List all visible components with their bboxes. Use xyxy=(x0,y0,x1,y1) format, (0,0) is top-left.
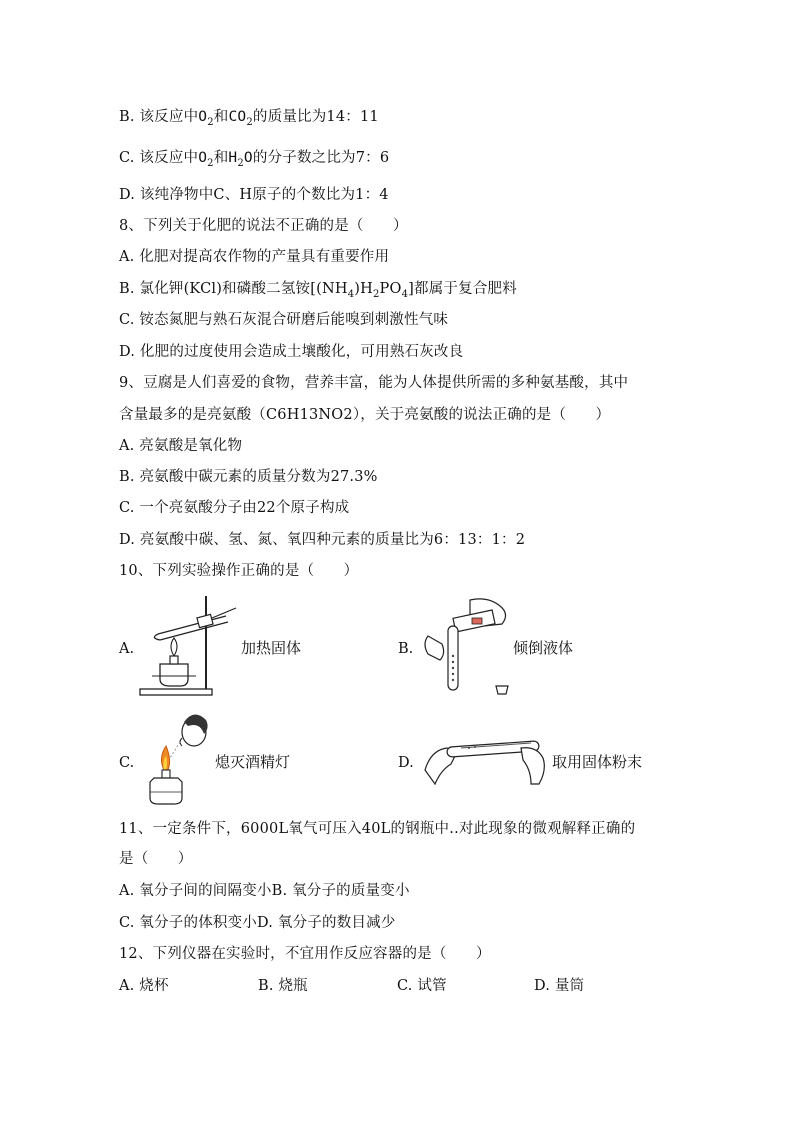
q10-option-b-caption: 倾倒液体 xyxy=(513,639,574,657)
subscript: 4 xyxy=(401,288,409,300)
extinguish-alcohol-lamp-illustration xyxy=(144,712,216,808)
formula-o: O xyxy=(243,150,253,166)
q12-option-c: C. 试管 xyxy=(397,978,447,994)
q7-option-c-rest: 的分子数之比为7：6 xyxy=(252,150,390,166)
q8-option-b-text: B. 氯化钾(KCl)和磷酸二氢铵[(NH xyxy=(119,281,348,297)
q8-option-b xyxy=(119,279,517,305)
formula-co2: CO xyxy=(228,109,247,125)
q11-options-ab: A. 氧分子间的间隔变小B. 氧分子的质量变小 xyxy=(119,883,410,899)
q8-option-d: D. 化肥的过度使用会造成土壤酸化，可用熟石灰改良 xyxy=(119,344,464,360)
q7-option-b xyxy=(119,107,379,133)
q7-option-b-text: B. 该反应中 xyxy=(119,109,199,125)
subscript: 2 xyxy=(207,116,214,128)
subscript: 2 xyxy=(207,157,214,169)
subscript: 2 xyxy=(246,116,253,128)
q7-option-d: D. 该纯净物中C、H原子的个数比为1：4 xyxy=(119,187,389,203)
conjunction: 和 xyxy=(213,109,229,125)
pouring-liquid-illustration xyxy=(418,596,518,696)
subscript: 2 xyxy=(237,157,244,169)
q7-option-c-text: C. 该反应中 xyxy=(119,150,199,166)
q9-stem-line1: 9、豆腐是人们喜爱的食物，营养丰富，能为人体提供所需的多种氨基酸，其中 xyxy=(119,375,629,391)
q7-option-b-rest: 的质量比为14：11 xyxy=(252,109,379,125)
subscript: 4 xyxy=(347,288,355,300)
q12-option-b: B. 烧瓶 xyxy=(258,978,308,994)
q10-option-a-caption: 加热固体 xyxy=(241,639,302,657)
q10-option-b-label: B. xyxy=(398,641,414,657)
q10-option-a-label: A. xyxy=(119,641,135,657)
q11-stem-line1: 11、一定条件下，6000L氧气可压入40L的钢瓶中..对此现象的微观解释正确的 xyxy=(119,821,636,837)
q8-option-a: A. 化肥对提高农作物的产量具有重要作用 xyxy=(119,249,390,265)
q12-option-d: D. 量筒 xyxy=(534,978,585,994)
q8-option-b-rest: ]都属于复合肥料 xyxy=(408,281,517,297)
q9-option-b: B. 亮氨酸中碳元素的质量分数为27.3% xyxy=(119,469,378,485)
formula-h: H xyxy=(228,150,238,166)
take-solid-powder-illustration xyxy=(421,730,551,786)
subscript: 2 xyxy=(372,288,380,300)
q8-stem: 8、下列关于化肥的说法不正确的是（ ） xyxy=(119,218,408,234)
formula-o2: O xyxy=(198,150,208,166)
formula-part: )H xyxy=(354,281,373,297)
formula-o2: O xyxy=(198,109,208,125)
q9-option-a: A. 亮氨酸是氧化物 xyxy=(119,438,243,454)
q10-stem: 10、下列实验操作正确的是（ ） xyxy=(119,563,359,579)
q9-stem-line2: 含量最多的是亮氨酸（C6H13NO2），关于亮氨酸的说法正确的是（ ） xyxy=(119,407,611,423)
q12-option-a: A. 烧杯 xyxy=(119,978,169,994)
q10-option-c-label: C. xyxy=(119,755,135,771)
q11-options-cd: C. 氧分子的体积变小D. 氧分子的数目减少 xyxy=(119,915,396,931)
heating-solid-illustration xyxy=(138,594,238,700)
q10-option-d-label: D. xyxy=(398,755,414,771)
q11-stem-line2: 是（ ） xyxy=(119,851,193,867)
q9-option-d: D. 亮氨酸中碳、氢、氮、氧四种元素的质量比为6：13：1：2 xyxy=(119,532,526,548)
q10-option-d-caption: 取用固体粉末 xyxy=(552,753,643,771)
q7-option-c xyxy=(119,148,389,174)
q10-option-c-caption: 熄灭酒精灯 xyxy=(215,753,291,771)
q8-option-c: C. 铵态氮肥与熟石灰混合研磨后能嗅到刺激性气味 xyxy=(119,312,449,328)
formula-part: PO xyxy=(379,281,402,297)
conjunction: 和 xyxy=(213,150,229,166)
q9-option-c: C. 一个亮氨酸分子由22个原子构成 xyxy=(119,500,350,516)
q12-stem: 12、下列仪器在实验时，不宜用作反应容器的是（ ） xyxy=(119,946,491,962)
